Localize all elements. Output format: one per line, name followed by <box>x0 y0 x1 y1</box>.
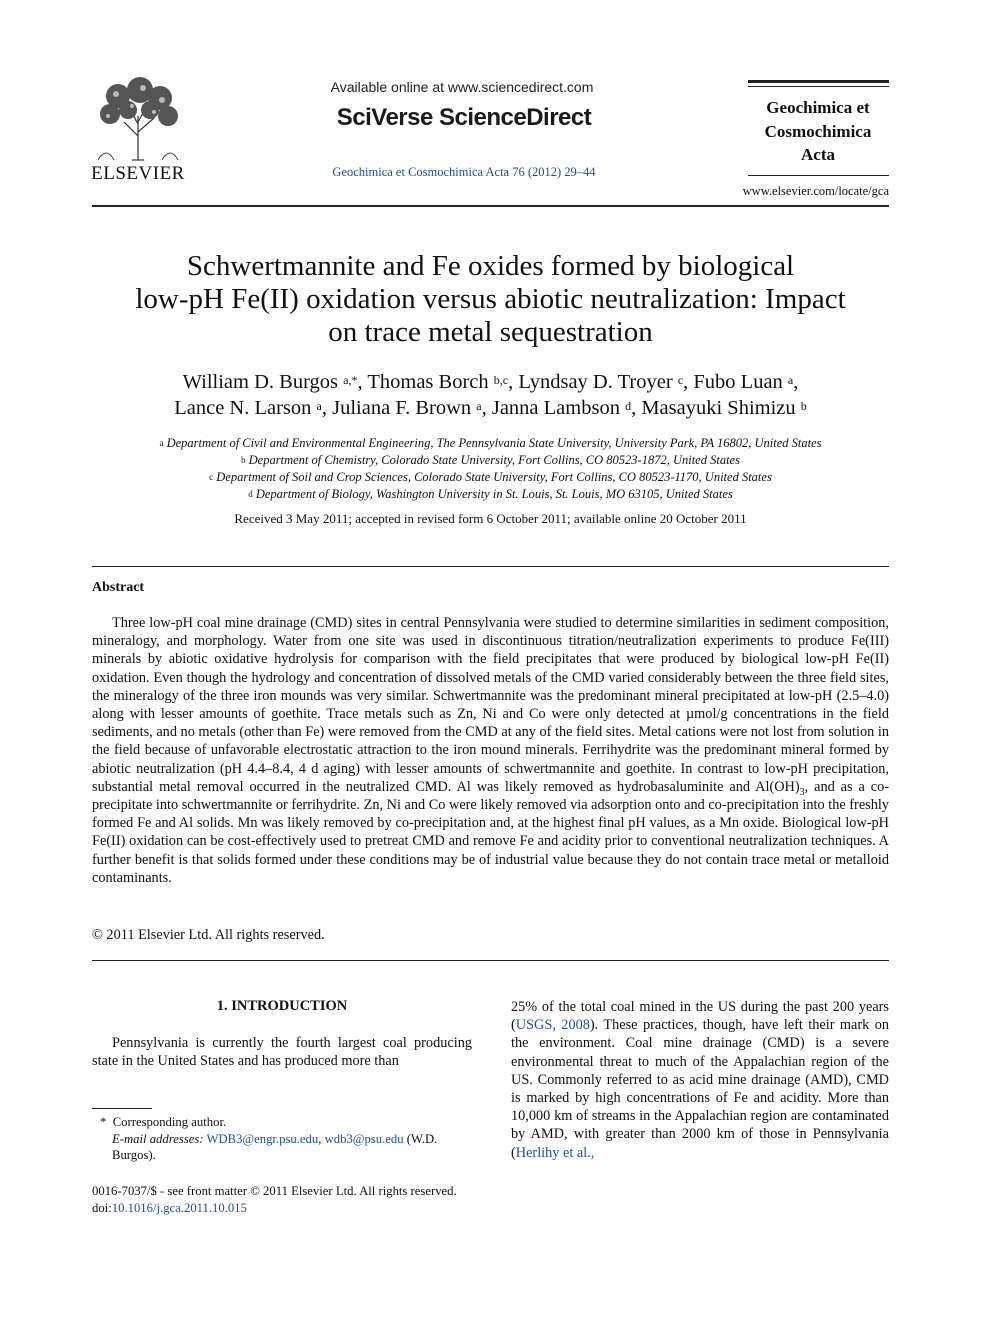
doi-link[interactable]: 10.1016/j.gca.2011.10.015 <box>111 1201 247 1215</box>
divider <box>748 80 889 83</box>
affiliation: $^c$ Department of Soil and Crop Sciences, Colorado State University, Fort Collins, CO 80523-1170, United States <box>209 470 772 484</box>
publisher-name: ELSEVIER <box>91 163 185 184</box>
issn-block: 0016-7037/$ - see front matter © 2011 Elsevier Ltd. All rights reserved. doi:10.1016/j.gca.2011.10.015 <box>92 1184 457 1215</box>
citation-link[interactable]: USGS, 2008 <box>515 1017 590 1034</box>
platform-name[interactable]: SciVerse ScienceDirect <box>336 104 592 131</box>
email-link[interactable]: WDB3@engr.psu.edu <box>206 1131 319 1146</box>
header-divider <box>92 205 889 207</box>
author[interactable]: Lance N. Larson $^a$ <box>174 397 322 419</box>
intro-paragraph-left: Pennsylvania is currently the fourth largest coal producing state in the United States and has produced more than <box>92 1035 472 1070</box>
email-link[interactable]: wdb3@psu.edu <box>324 1131 404 1146</box>
footnote: * Corresponding author. E-mail addresses: WDB3@engr.psu.edu, wdb3@psu.edu (W.D. Burgos). <box>100 1115 438 1162</box>
abstract-bottom-divider <box>92 960 889 961</box>
affiliation: $^b$ Department of Chemistry, Colorado State University, Fort Collins, CO 80523-1872, United States <box>241 453 740 467</box>
author[interactable]: Masayuki Shimizu $^b$ <box>641 397 807 419</box>
article-title: Schwertmannite and Fe oxides formed by biological low-pH Fe(II) oxidation versus abiotic neutralization: Impact on trace metal sequestration <box>135 250 846 348</box>
abstract-heading: Abstract <box>92 580 145 595</box>
author[interactable]: Juliana F. Brown $^a$ <box>332 397 482 419</box>
journal-url[interactable]: www.elsevier.com/locate/gca <box>742 184 889 198</box>
author[interactable]: Fubo Luan $^a$ <box>693 371 794 393</box>
abstract-body: Three low-pH coal mine drainage (CMD) sites in central Pennsylvania were studied to determine similarities in sediment composition, mineralogy, and morphology. Water from one site was used in discontinuous titration/neutralization experiments to produce Fe(III) minerals by abiotic oxidative hydrolysis for comparison with the field precipitates that were produced by biological low-pH Fe(II) oxidation. Even though the hydrology and concentration of dissolved metals of the CMD varied considerably between the three field sites, the mineralogy of the three iron mounds was very similar. Schwertmannite was the predominant mineral precipitated at low-pH (2.5–4.0) along with lesser amounts of goethite. Trace metals such as Zn, Ni and Co were only detected at µmol/g concentrations in the field sediments, and no metals (other than Fe) were removed from the CMD at any of the field sites. Metal cations were not lost from solution in the field because of unfavorable electrostatic attraction to the iron mound minerals. Ferrihydrite was the predominant mineral formed by abiotic neutralization (pH 4.4–8.4, 4 d aging) with lesser amounts of schwertmannite and goethite. In contrast to low-pH precipitation, substantial metal removal occurred in the neutralized CMD. Al was likely removed as hydrobasaluminite and $Al(OH)_3$, and as a co-precipitate into schwertmannite or ferrihydrite. Zn, Ni and Co were likely removed via adsorption onto and co-precipitation into the freshly formed Fe and Al solids. Mn was likely removed by co-precipitation and, at the highest final pH values, as a Mn oxide. Biological low-pH Fe(II) oxidation can be cost-effectively used to pretreat CMD and remove Fe and acidity prior to conventional neutralization techniques. A further benefit is that solids formed under these conditions may be of industrial value because they do not contain trace metal or metalloid contaminants. <box>92 615 889 886</box>
author-list: William D. Burgos $^{a,*}$, Thomas Borch $^{b,c}$, Lyndsay D. Troyer $^c$, Fubo Luan $^a$, Lance N. Larson $^a$, Juliana F. Brown $^a$, Janna Lambson $^d$, Masayuki Shimizu $^b$ <box>174 371 807 419</box>
abstract-top-divider <box>92 566 889 567</box>
author[interactable]: Lyndsay D. Troyer $^c$ <box>518 371 684 393</box>
author[interactable]: William D. Burgos $^{a,*}$ <box>182 371 358 393</box>
journal-citation[interactable]: Geochimica et Cosmochimica Acta 76 (2012) 29–44 <box>332 165 596 179</box>
footnote-divider <box>92 1108 152 1109</box>
affiliation: $^a$ Department of Civil and Environmental Engineering, The Pennsylvania State University, University Park, PA 16802, United States <box>159 436 822 450</box>
received-dates: Received 3 May 2011; accepted in revised form 6 October 2011; available online 20 October 2011 <box>234 511 747 526</box>
divider <box>748 86 889 87</box>
abstract-copyright: © 2011 Elsevier Ltd. All rights reserved. <box>92 927 325 943</box>
section-heading: 1. INTRODUCTION <box>216 998 348 1014</box>
author[interactable]: Janna Lambson $^d$ <box>491 397 632 419</box>
divider <box>748 175 889 176</box>
available-online[interactable]: Available online at www.sciencedirect.com <box>330 79 594 95</box>
citation-link[interactable]: Herlihy et al., <box>515 1144 595 1161</box>
author[interactable]: Thomas Borch $^{b,c}$ <box>367 371 509 393</box>
journal-name: Geochimica et Cosmochimica Acta <box>764 98 872 164</box>
affiliation: $^d$ Department of Biology, Washington University in St. Louis, St. Louis, MO 63105, United States <box>248 487 733 501</box>
intro-paragraph-right: 25% of the total coal mined in the US during the past 200 years (USGS, 2008). These practices, though, have left their mark on the environment. Coal mine drainage (CMD) is a severe environmental threat to much of the Appalachian region of the US. Commonly referred to as acid mine drainage (AMD), CMD is marked by high concentrations of Fe and acidity. More than 10,000 km of streams in the Appalachian region are contaminated by AMD, with greater than 2000 km of those in Pennsylvania (Herlihy et al., <box>511 999 889 1161</box>
